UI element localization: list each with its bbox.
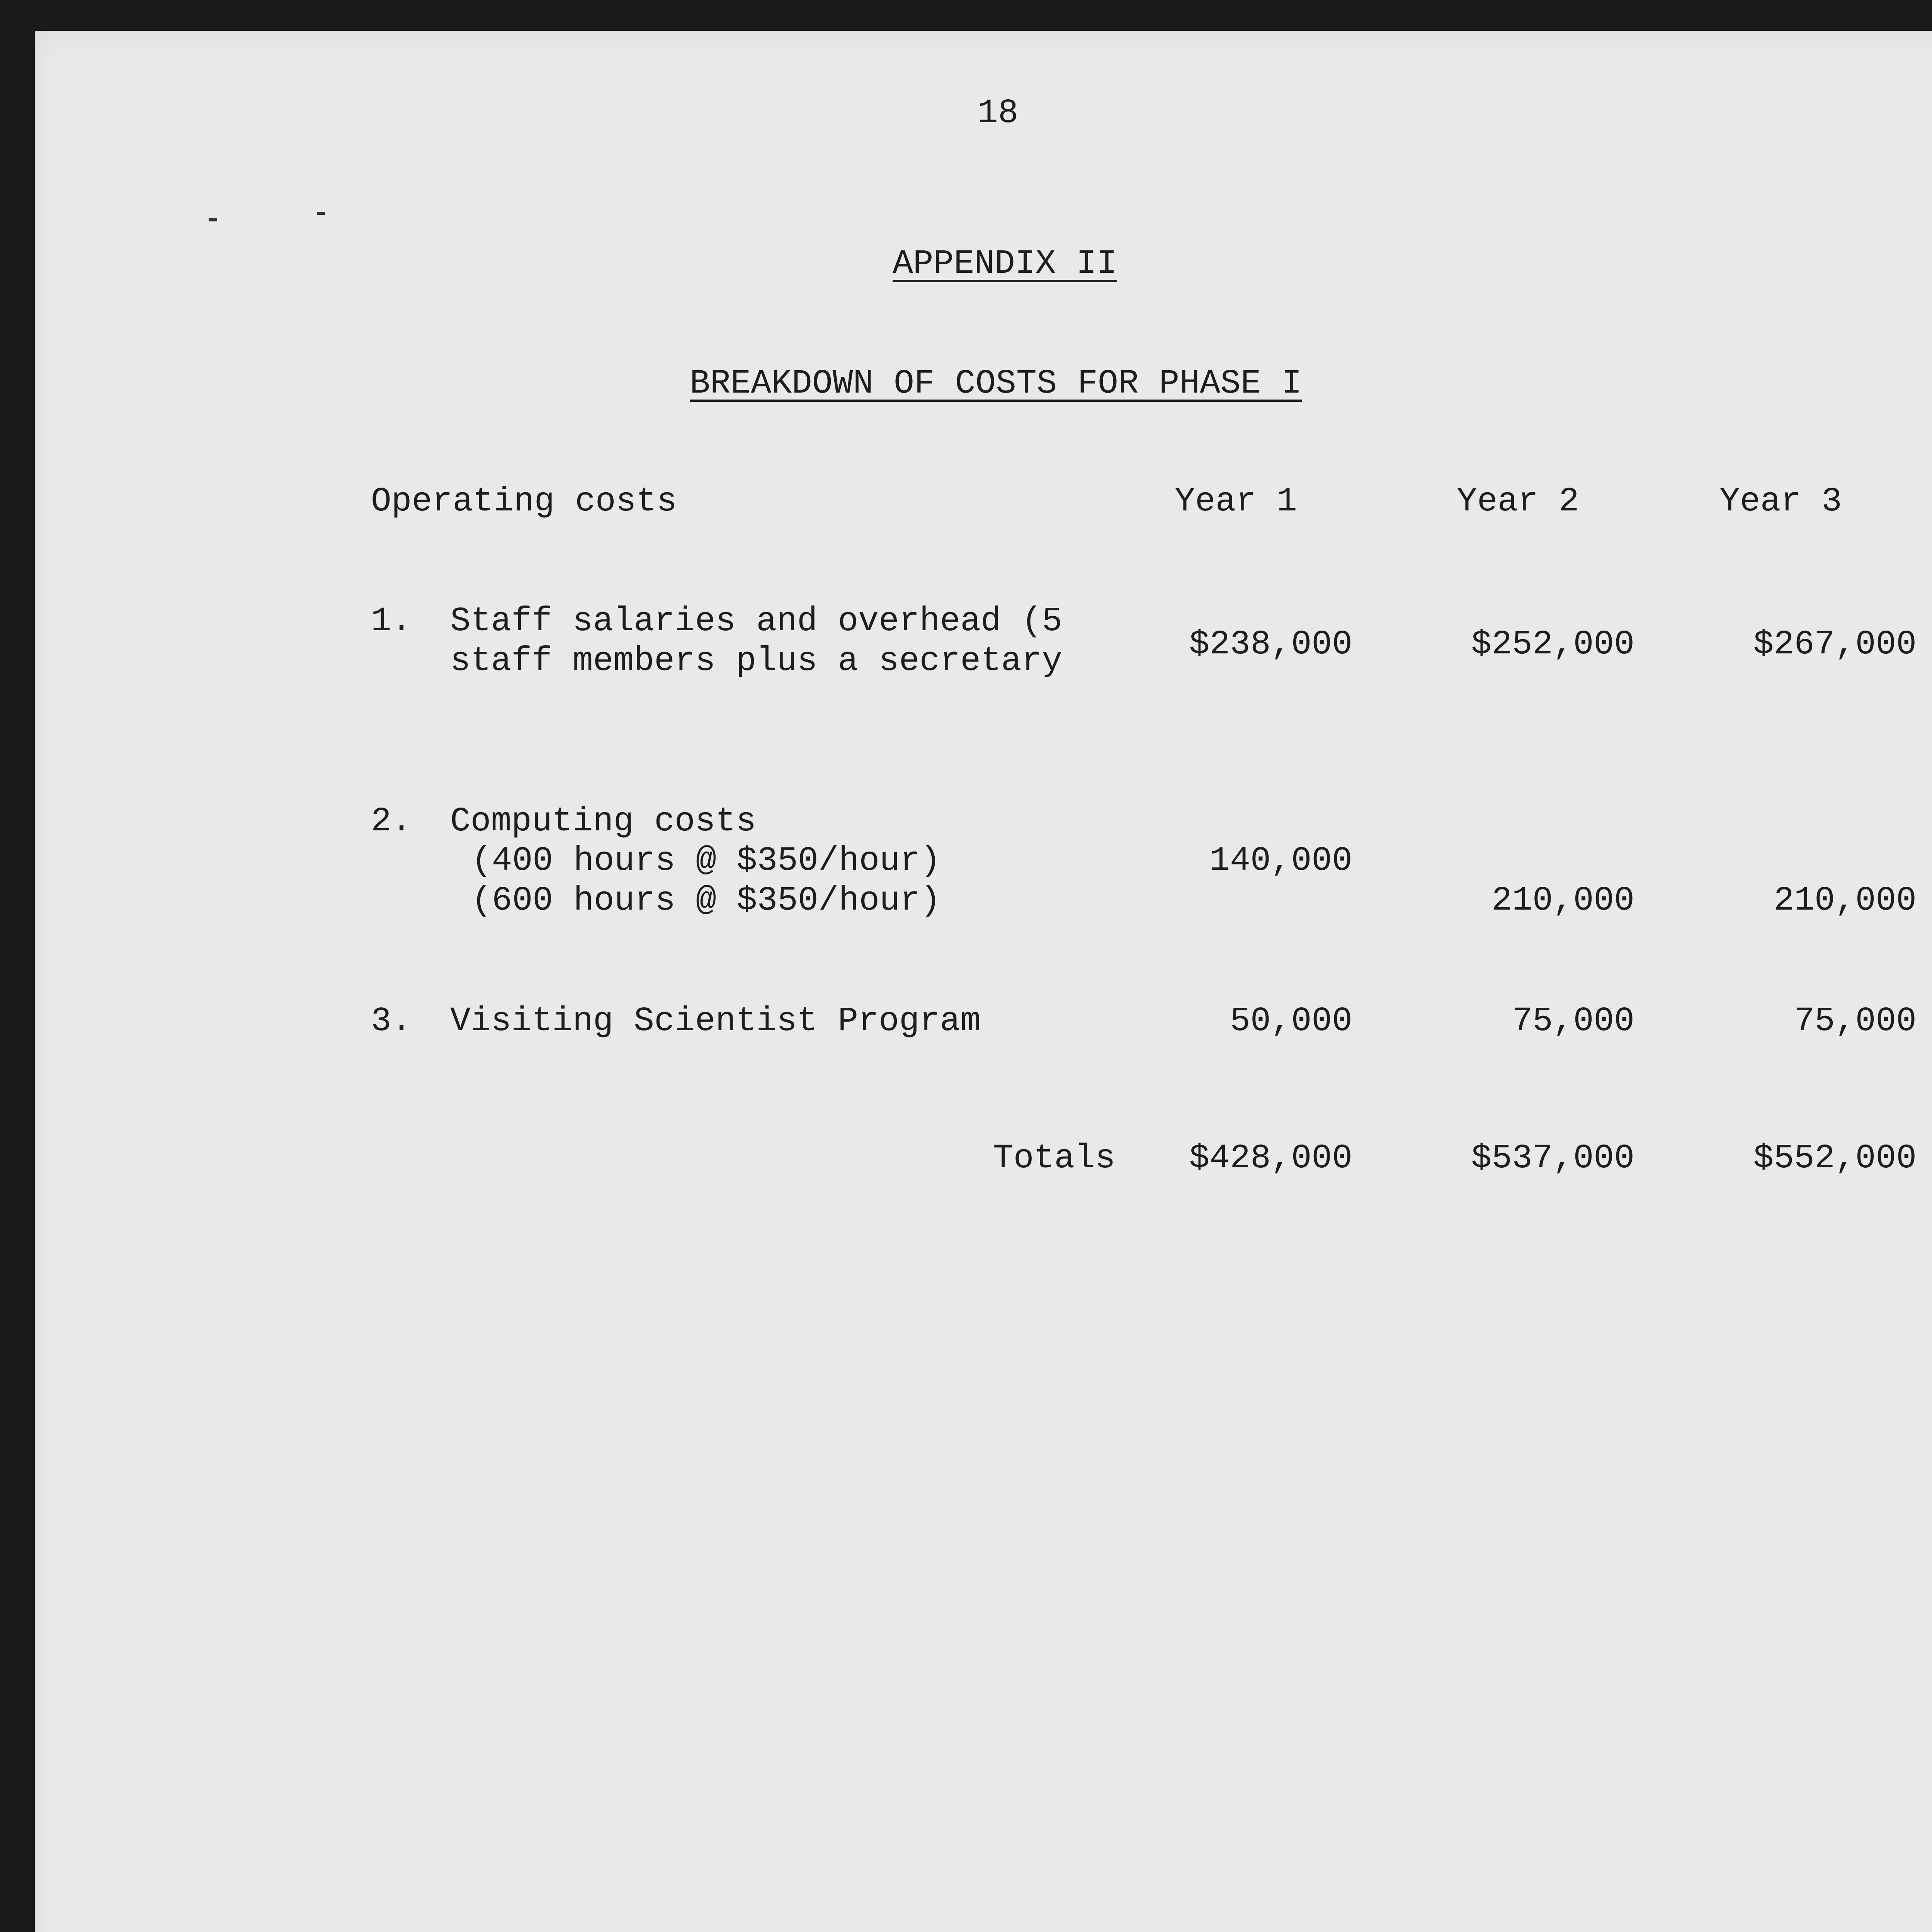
- column-header-year-2: Year 2: [1457, 483, 1579, 521]
- totals-year-1: $428,000: [1189, 1139, 1352, 1178]
- item-2-sub-1-year-1: 140,000: [1209, 842, 1352, 880]
- item-2-sub-2-year-2: 210,000: [1492, 882, 1634, 920]
- page-number: 18: [978, 94, 1019, 133]
- item-3-year-3: 75,000: [1794, 1002, 1917, 1041]
- table-title: BREAKDOWN OF COSTS FOR PHASE I: [690, 365, 1302, 403]
- item-3-number: 3.: [371, 1002, 412, 1041]
- item-2-sub-1: (400 hours @ $350/hour): [471, 842, 941, 880]
- item-3-year-1: 50,000: [1230, 1002, 1352, 1041]
- item-1-line-2: staff members plus a secretary: [450, 642, 1063, 680]
- appendix-title: APPENDIX II: [893, 245, 1117, 283]
- totals-year-2: $537,000: [1471, 1139, 1634, 1178]
- item-1-number: 1.: [371, 602, 412, 641]
- column-header-year-3: Year 3: [1719, 483, 1842, 521]
- item-2-sub-2: (600 hours @ $350/hour): [471, 882, 941, 920]
- stray-mark: [209, 218, 217, 221]
- item-2-sub-2-year-3: 210,000: [1774, 882, 1917, 920]
- stray-mark: [317, 212, 325, 215]
- item-3-title: Visiting Scientist Program: [450, 1002, 981, 1041]
- totals-year-3: $552,000: [1753, 1139, 1917, 1178]
- column-header-year-1: Year 1: [1175, 483, 1297, 521]
- column-header-operating-costs: Operating costs: [371, 483, 677, 521]
- document-page: [35, 31, 1932, 1932]
- item-1-line-1: Staff salaries and overhead (5: [450, 602, 1063, 641]
- item-3-year-2: 75,000: [1512, 1002, 1634, 1041]
- item-2-title: Computing costs: [450, 803, 757, 841]
- item-2-number: 2.: [371, 803, 412, 841]
- item-1-year-3: $267,000: [1753, 626, 1917, 664]
- item-1-year-2: $252,000: [1471, 626, 1634, 664]
- totals-label: Totals: [993, 1139, 1116, 1178]
- item-1-year-1: $238,000: [1189, 626, 1352, 664]
